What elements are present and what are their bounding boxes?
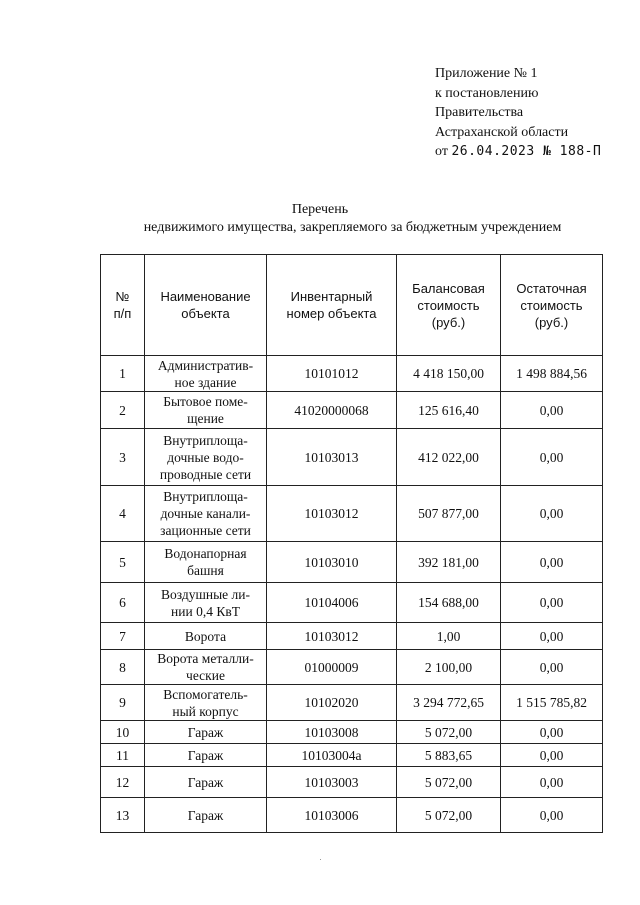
cell-num: 9 bbox=[101, 685, 145, 721]
property-table bbox=[100, 254, 603, 833]
cell-residual: 0,00 bbox=[501, 744, 603, 767]
cell-balance: 4 418 150,00 bbox=[397, 356, 501, 392]
table-row bbox=[101, 798, 603, 833]
cell-name: Административ- ное здание bbox=[145, 356, 267, 392]
header-num: № п/п bbox=[101, 255, 145, 356]
cell-inventory: 41020000068 bbox=[267, 392, 397, 429]
cell-inventory: 10103008 bbox=[267, 721, 397, 744]
cell-name: Ворота bbox=[145, 623, 267, 650]
cell-name: Гараж bbox=[145, 767, 267, 798]
cell-residual: 0,00 bbox=[501, 429, 603, 486]
cell-residual: 0,00 bbox=[501, 798, 603, 833]
cell-balance: 5 072,00 bbox=[397, 767, 501, 798]
cell-inventory: 10101012 bbox=[267, 356, 397, 392]
cell-residual: 0,00 bbox=[501, 542, 603, 583]
cell-balance: 412 022,00 bbox=[397, 429, 501, 486]
cell-name: Внутриплоща- дочные канали- зационные сети bbox=[145, 486, 267, 542]
appendix-block bbox=[435, 64, 601, 162]
cell-balance: 507 877,00 bbox=[397, 486, 501, 542]
cell-balance: 3 294 772,65 bbox=[397, 685, 501, 721]
cell-inventory: 10104006 bbox=[267, 583, 397, 623]
table-row bbox=[101, 542, 603, 583]
appendix-line-5 bbox=[435, 142, 601, 162]
table-row bbox=[101, 721, 603, 744]
cell-residual: 0,00 bbox=[501, 767, 603, 798]
cell-balance: 392 181,00 bbox=[397, 542, 501, 583]
date-prefix: от bbox=[435, 144, 448, 159]
appendix-line-3: Правительства bbox=[435, 105, 524, 120]
table-row bbox=[101, 356, 603, 392]
cell-num: 6 bbox=[101, 583, 145, 623]
header-name: Наименование объекта bbox=[145, 255, 267, 356]
appendix-line-1: Приложение № 1 bbox=[435, 66, 538, 81]
cell-num: 1 bbox=[101, 356, 145, 392]
header-residual: Остаточная стоимость (руб.) bbox=[501, 255, 603, 356]
cell-name: Воздушные ли- нии 0,4 КвТ bbox=[145, 583, 267, 623]
title-line-2: недвижимого имущества, закрепляемого за бюджетным учреждением bbox=[143, 220, 562, 235]
table-header-row bbox=[101, 255, 603, 356]
table-row bbox=[101, 685, 603, 721]
cell-balance: 1,00 bbox=[397, 623, 501, 650]
cell-num: 4 bbox=[101, 486, 145, 542]
cell-num: 2 bbox=[101, 392, 145, 429]
cell-balance: 154 688,00 bbox=[397, 583, 501, 623]
cell-residual: 0,00 bbox=[501, 486, 603, 542]
table-row bbox=[101, 623, 603, 650]
cell-inventory: 10103010 bbox=[267, 542, 397, 583]
cell-name: Гараж bbox=[145, 744, 267, 767]
table-row bbox=[101, 429, 603, 486]
cell-num: 5 bbox=[101, 542, 145, 583]
cell-inventory: 01000009 bbox=[267, 650, 397, 685]
table-row bbox=[101, 744, 603, 767]
cell-name: Бытовое поме- щение bbox=[145, 392, 267, 429]
cell-inventory: 10102020 bbox=[267, 685, 397, 721]
table-row bbox=[101, 767, 603, 798]
cell-name: Внутриплоща- дочные водо- проводные сети bbox=[145, 429, 267, 486]
header-balance: Балансовая стоимость (руб.) bbox=[397, 255, 501, 356]
cell-residual: 0,00 bbox=[501, 392, 603, 429]
cell-balance: 125 616,40 bbox=[397, 392, 501, 429]
cell-balance: 5 883,65 bbox=[397, 744, 501, 767]
cell-num: 8 bbox=[101, 650, 145, 685]
cell-residual: 0,00 bbox=[501, 721, 603, 744]
cell-name: Вспомогатель- ный корпус bbox=[145, 685, 267, 721]
scan-dot bbox=[320, 859, 321, 860]
cell-inventory: 10103006 bbox=[267, 798, 397, 833]
cell-num: 7 bbox=[101, 623, 145, 650]
cell-balance: 2 100,00 bbox=[397, 650, 501, 685]
table-row bbox=[101, 392, 603, 429]
cell-residual: 1 515 785,82 bbox=[501, 685, 603, 721]
document-title bbox=[0, 201, 640, 237]
header-inventory: Инвентарный номер объекта bbox=[267, 255, 397, 356]
cell-inventory: 10103012 bbox=[267, 623, 397, 650]
cell-num: 3 bbox=[101, 429, 145, 486]
cell-num: 10 bbox=[101, 721, 145, 744]
registration-stamp: 26.04.2023 № 188-П bbox=[451, 144, 602, 159]
cell-name: Водонапорная башня bbox=[145, 542, 267, 583]
cell-inventory: 10103013 bbox=[267, 429, 397, 486]
appendix-line-4: Астраханской области bbox=[435, 124, 569, 140]
cell-inventory: 10103012 bbox=[267, 486, 397, 542]
cell-residual: 0,00 bbox=[501, 583, 603, 623]
cell-inventory: 10103003 bbox=[267, 767, 397, 798]
cell-residual: 0,00 bbox=[501, 623, 603, 650]
cell-inventory: 10103004а bbox=[267, 744, 397, 767]
cell-name: Гараж bbox=[145, 721, 267, 744]
cell-num: 13 bbox=[101, 798, 145, 833]
cell-balance: 5 072,00 bbox=[397, 798, 501, 833]
cell-num: 11 bbox=[101, 744, 145, 767]
cell-name: Гараж bbox=[145, 798, 267, 833]
title-line-1: Перечень bbox=[291, 202, 349, 217]
cell-residual: 0,00 bbox=[501, 650, 603, 685]
table-row bbox=[101, 486, 603, 542]
cell-num: 12 bbox=[101, 767, 145, 798]
cell-balance: 5 072,00 bbox=[397, 721, 501, 744]
table-row bbox=[101, 583, 603, 623]
appendix-line-2: к постановлению bbox=[435, 85, 539, 101]
table-row bbox=[101, 650, 603, 685]
cell-name: Ворота металли- ческие bbox=[145, 650, 267, 685]
cell-residual: 1 498 884,56 bbox=[501, 356, 603, 392]
